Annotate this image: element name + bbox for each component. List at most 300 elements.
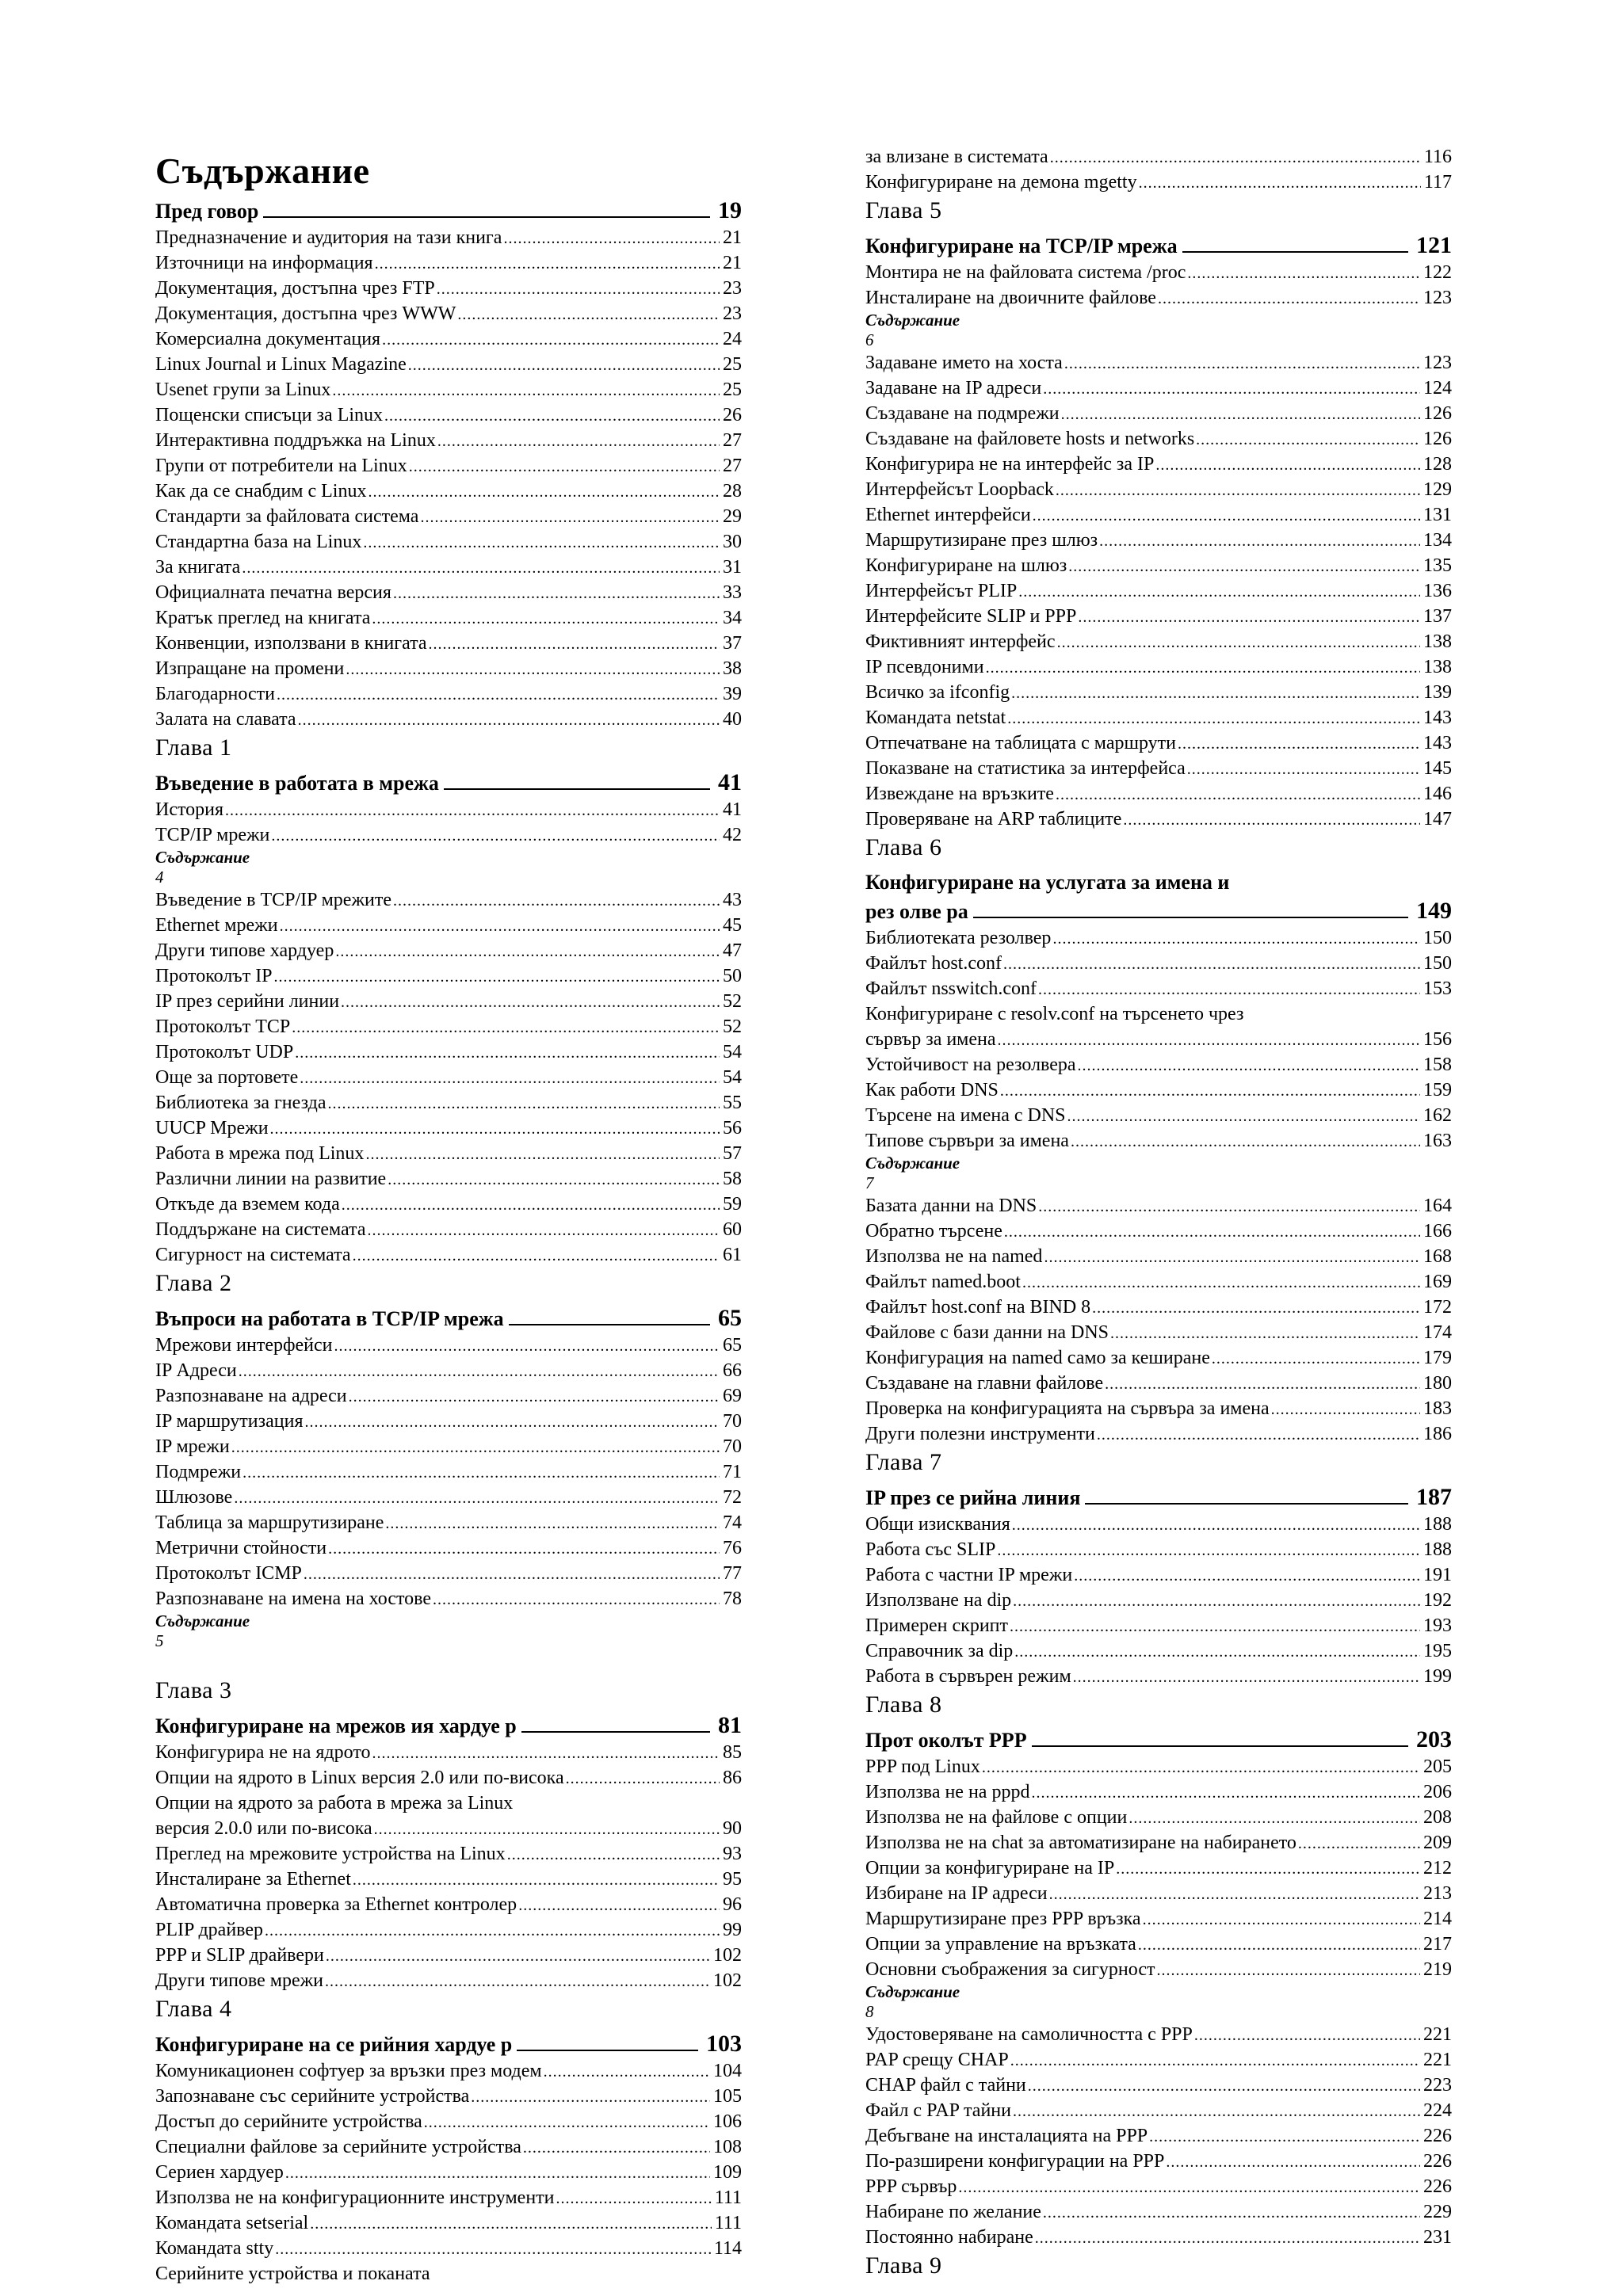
entry-page: 37 xyxy=(723,633,742,654)
dot-leader xyxy=(1007,706,1420,731)
toc-entry[interactable] xyxy=(155,580,742,605)
entry-page: 31 xyxy=(723,557,742,578)
toc-entry[interactable] xyxy=(865,976,1452,1001)
toc-entry[interactable] xyxy=(155,2109,742,2134)
entry-page: 219 xyxy=(1423,1959,1452,1980)
dot-leader xyxy=(429,631,720,657)
toc-entry[interactable] xyxy=(865,654,1452,680)
entry-title: Благодарности xyxy=(155,684,275,704)
section-title: Пред говор xyxy=(155,200,259,223)
entry-page: 55 xyxy=(723,1093,742,1113)
running-header-label: Съдържание xyxy=(155,1611,250,1630)
toc-entry[interactable] xyxy=(155,1841,742,1867)
toc-entry[interactable] xyxy=(155,1014,742,1039)
toc-entry[interactable] xyxy=(155,1485,742,1510)
dot-leader xyxy=(523,2135,710,2161)
toc-section[interactable] xyxy=(155,1711,742,1740)
entry-title: Поддържане на системата xyxy=(155,1219,366,1240)
toc-entry[interactable] xyxy=(155,1409,742,1434)
entry-title: сървър за имена xyxy=(865,1029,996,1050)
toc-entry[interactable] xyxy=(155,1383,742,1409)
dot-leader xyxy=(393,888,720,913)
entry-title: Linux Journal и Linux Magazine xyxy=(155,354,407,375)
dot-leader xyxy=(1097,1422,1420,1447)
entry-page: 136 xyxy=(1423,581,1452,601)
entry-page: 41 xyxy=(723,799,742,820)
entry-page: 169 xyxy=(1423,1272,1452,1292)
toc-section[interactable] xyxy=(155,196,742,225)
entry-title: IP маршрутизация xyxy=(155,1411,304,1432)
entry-page: 150 xyxy=(1423,953,1452,974)
toc-entry-wrapped-line[interactable]: Серийните устройства и поканата xyxy=(155,2264,430,2284)
toc-entry[interactable] xyxy=(155,1039,742,1065)
dot-leader xyxy=(1092,1295,1420,1321)
toc-entry[interactable] xyxy=(865,528,1452,553)
dot-leader xyxy=(507,1842,720,1867)
toc-section[interactable] xyxy=(865,1726,1452,1754)
toc-entry[interactable] xyxy=(155,1358,742,1383)
entry-page: 70 xyxy=(723,1436,742,1457)
entry-page: 45 xyxy=(723,915,742,936)
toc-entry[interactable] xyxy=(865,2149,1452,2174)
toc-entry[interactable] xyxy=(865,578,1452,604)
entry-page: 29 xyxy=(723,506,742,527)
toc-entry[interactable] xyxy=(155,797,742,822)
toc-entry[interactable] xyxy=(865,1396,1452,1421)
toc-entry[interactable] xyxy=(155,1561,742,1586)
dot-leader xyxy=(1271,1397,1420,1422)
toc-entry[interactable] xyxy=(155,428,742,453)
entry-page: 179 xyxy=(1423,1348,1452,1368)
section-rule xyxy=(521,1731,710,1733)
running-page-number: 6 xyxy=(865,330,874,349)
dot-leader xyxy=(300,1066,720,1091)
toc-entry[interactable] xyxy=(155,326,742,352)
entry-title: Всичко за ifconfig xyxy=(865,682,1010,703)
entry-title: Обратно търсене xyxy=(865,1221,1002,1241)
entry-title: Конфигуриране на демона mgetty xyxy=(865,172,1137,193)
toc-entry[interactable] xyxy=(155,887,742,913)
toc-entry[interactable] xyxy=(155,1459,742,1485)
toc-entry[interactable] xyxy=(155,1867,742,1892)
entry-title: Създаване на подмрежи xyxy=(865,403,1060,424)
entry-title: Групи от потребители на Linux xyxy=(155,456,407,476)
toc-entry[interactable] xyxy=(155,377,742,402)
dot-leader xyxy=(234,1486,720,1511)
toc-entry[interactable] xyxy=(865,144,1452,170)
toc-entry[interactable] xyxy=(155,2084,742,2109)
toc-entry[interactable] xyxy=(865,1193,1452,1219)
toc-entry[interactable] xyxy=(865,2225,1452,2250)
toc-entry[interactable] xyxy=(865,1906,1452,1932)
dot-leader xyxy=(409,454,720,479)
toc-entry[interactable] xyxy=(865,1421,1452,1447)
dot-leader xyxy=(982,1755,1420,1780)
toc-entry[interactable] xyxy=(865,1269,1452,1295)
entry-page: 186 xyxy=(1423,1424,1452,1444)
entry-title: Протоколът TCP xyxy=(155,1016,291,1037)
toc-entry[interactable] xyxy=(865,1077,1452,1103)
dot-leader xyxy=(1099,528,1420,554)
entry-title: Разпознаване на адреси xyxy=(155,1386,347,1406)
dot-leader xyxy=(1038,1194,1420,1219)
entry-title: Как работи DNS xyxy=(865,1080,999,1100)
dot-leader xyxy=(1105,1371,1420,1397)
toc-entry[interactable] xyxy=(155,2236,742,2261)
entry-title: Опции за управление на връзката xyxy=(865,1934,1136,1955)
entry-title: Постоянно набиране xyxy=(865,2227,1033,2248)
entry-page: 217 xyxy=(1423,1934,1452,1955)
toc-entry[interactable] xyxy=(155,913,742,938)
toc-entry[interactable] xyxy=(865,401,1452,426)
entry-page: 143 xyxy=(1423,733,1452,753)
toc-entry[interactable] xyxy=(155,2210,742,2236)
dot-leader xyxy=(342,1192,720,1218)
entry-title: Интерфейсът Loopback xyxy=(865,479,1054,500)
toc-entry[interactable] xyxy=(155,1141,742,1166)
toc-entry[interactable] xyxy=(865,705,1452,730)
toc-entry[interactable] xyxy=(865,452,1452,477)
toc-entry[interactable] xyxy=(155,1765,742,1791)
entry-page: 65 xyxy=(723,1335,742,1356)
toc-entry[interactable] xyxy=(155,1242,742,1268)
toc-entry[interactable] xyxy=(155,1740,742,1765)
toc-entry[interactable] xyxy=(155,1090,742,1116)
toc-section[interactable] xyxy=(865,1483,1452,1512)
toc-entry[interactable] xyxy=(155,1166,742,1192)
dot-leader xyxy=(1187,757,1420,782)
toc-entry[interactable] xyxy=(155,631,742,656)
entry-page: 106 xyxy=(713,2111,742,2132)
entry-page: 214 xyxy=(1423,1909,1452,1929)
entry-title: Интерактивна поддръжка на Linux xyxy=(155,430,436,451)
section-rule xyxy=(973,917,1408,918)
toc-entry[interactable] xyxy=(155,2160,742,2185)
toc-entry[interactable] xyxy=(155,1535,742,1561)
dot-leader xyxy=(328,1091,720,1116)
toc-entry[interactable] xyxy=(865,1805,1452,1830)
entry-title: IP псевдоними xyxy=(865,657,984,677)
entry-title: Общи изисквания xyxy=(865,1514,1010,1535)
toc-entry[interactable] xyxy=(865,502,1452,528)
toc-entry[interactable] xyxy=(155,656,742,681)
entry-page: 42 xyxy=(723,825,742,845)
toc-entry[interactable] xyxy=(865,376,1452,401)
entry-page: 126 xyxy=(1423,429,1452,449)
dot-leader xyxy=(239,1359,720,1384)
dot-leader xyxy=(280,913,720,939)
dot-leader xyxy=(1071,1129,1420,1154)
toc-entry[interactable] xyxy=(865,1754,1452,1779)
entry-title: Протоколът ICMP xyxy=(155,1563,302,1584)
dot-leader xyxy=(1056,782,1420,807)
dot-leader xyxy=(349,1384,720,1409)
entry-title: Маршрутизиране през PPP връзка xyxy=(865,1909,1141,1929)
toc-entry[interactable] xyxy=(155,529,742,555)
entry-page: 74 xyxy=(723,1512,742,1533)
entry-title: Други типове хардуер xyxy=(155,940,334,961)
entry-page: 96 xyxy=(723,1894,742,1915)
entry-title: Отпечатване на таблицата с маршрути xyxy=(865,733,1176,753)
entry-title: Проверяване на ARP таблиците xyxy=(865,809,1122,830)
toc-entry[interactable] xyxy=(865,1027,1452,1052)
toc-entry[interactable] xyxy=(865,730,1452,756)
entry-page: 50 xyxy=(723,966,742,986)
toc-entry[interactable] xyxy=(865,951,1452,976)
toc-entry[interactable] xyxy=(865,2047,1452,2073)
entry-page: 153 xyxy=(1423,978,1452,999)
dot-leader xyxy=(1212,1346,1420,1371)
dot-leader xyxy=(346,657,720,682)
toc-entry[interactable] xyxy=(865,1371,1452,1396)
entry-title: Файл с PAP тайни xyxy=(865,2100,1011,2121)
toc-entry[interactable] xyxy=(865,1537,1452,1562)
toc-entry[interactable] xyxy=(155,1510,742,1535)
entry-title: Комерсиална документация xyxy=(155,329,381,349)
dot-leader xyxy=(1156,1958,1420,1983)
entry-page: 143 xyxy=(1423,707,1452,728)
toc-entry[interactable] xyxy=(155,453,742,479)
toc-entry[interactable] xyxy=(865,1052,1452,1077)
entry-title: Конвенции, използвани в книгата xyxy=(155,633,427,654)
toc-entry[interactable] xyxy=(155,989,742,1014)
entry-title: Командата netstat xyxy=(865,707,1006,728)
toc-entry[interactable] xyxy=(865,1103,1452,1128)
toc-entry[interactable] xyxy=(865,1779,1452,1805)
toc-entry[interactable] xyxy=(155,225,742,250)
entry-title: Таблица за маршрутизиране xyxy=(155,1512,384,1533)
toc-entry[interactable] xyxy=(865,1957,1452,1982)
entry-page: 102 xyxy=(713,1945,742,1966)
toc-entry[interactable] xyxy=(155,605,742,631)
toc-entry[interactable] xyxy=(865,1881,1452,1906)
toc-entry[interactable] xyxy=(155,1434,742,1459)
toc-entry[interactable] xyxy=(865,629,1452,654)
entry-title: Задаване името на хоста xyxy=(865,353,1063,373)
dot-leader xyxy=(1067,1104,1420,1129)
entry-title: IP мрежи xyxy=(155,1436,230,1457)
toc-entry[interactable] xyxy=(865,170,1452,195)
entry-page: 192 xyxy=(1423,1590,1452,1611)
entry-page: 137 xyxy=(1423,606,1452,627)
toc-entry[interactable] xyxy=(865,350,1452,376)
toc-entry[interactable] xyxy=(155,1816,742,1841)
dot-leader xyxy=(556,2186,712,2211)
toc-entry[interactable] xyxy=(155,2185,742,2210)
toc-entry[interactable] xyxy=(155,402,742,428)
entry-title: Сериен хардуер xyxy=(155,2162,284,2183)
toc-entry[interactable] xyxy=(865,2098,1452,2123)
entry-title: Файлът host.conf xyxy=(865,953,1002,974)
toc-entry[interactable] xyxy=(865,756,1452,781)
toc-entry-wrapped-line[interactable]: Конфигуриране с resolv.conf на търсенето чрез xyxy=(865,1004,1244,1024)
toc-entry[interactable] xyxy=(155,479,742,504)
toc-entry[interactable] xyxy=(865,2123,1452,2149)
toc-entry[interactable] xyxy=(865,1855,1452,1881)
section-rule xyxy=(444,788,710,790)
toc-entry[interactable] xyxy=(155,504,742,529)
entry-title: TCP/IP мрежи xyxy=(155,825,270,845)
toc-entry[interactable] xyxy=(865,781,1452,807)
entry-title: Показване на статистика за интерфейса xyxy=(865,758,1186,779)
toc-entry[interactable] xyxy=(865,1613,1452,1638)
dot-leader xyxy=(353,1243,720,1268)
dot-leader xyxy=(1057,630,1420,655)
section-page: 149 xyxy=(1416,898,1452,924)
toc-entry[interactable] xyxy=(155,938,742,963)
running-page-number: 4 xyxy=(155,868,164,887)
toc-entry[interactable] xyxy=(865,1932,1452,1957)
entry-title: За книгата xyxy=(155,557,241,578)
toc-entry[interactable] xyxy=(865,2199,1452,2225)
toc-entry[interactable] xyxy=(155,1892,742,1917)
toc-entry[interactable] xyxy=(155,1968,742,1993)
dot-leader xyxy=(382,327,720,353)
dot-leader xyxy=(388,1167,720,1192)
entry-title: Конфигурира не на интерфейс за IP xyxy=(865,454,1155,475)
toc-entry[interactable] xyxy=(865,1512,1452,1537)
entry-page: 134 xyxy=(1423,530,1452,551)
entry-title: Командата stty xyxy=(155,2238,274,2259)
toc-entry[interactable] xyxy=(865,1562,1452,1588)
entry-title: Справочник за dip xyxy=(865,1641,1014,1661)
entry-page: 105 xyxy=(713,2086,742,2107)
entry-title: Въведение в TCP/IP мрежите xyxy=(155,890,392,910)
entry-page: 21 xyxy=(723,253,742,273)
entry-title: Използва не на chat за автоматизиране на набирането xyxy=(865,1833,1296,1853)
toc-entry[interactable] xyxy=(865,477,1452,502)
dot-leader xyxy=(1013,1589,1420,1614)
toc-entry[interactable] xyxy=(155,1917,742,1943)
toc-entry[interactable] xyxy=(865,1588,1452,1613)
toc-entry[interactable] xyxy=(865,260,1452,285)
toc-entry[interactable] xyxy=(865,2073,1452,2098)
entry-title: Устойчивост на резолвера xyxy=(865,1055,1076,1075)
dot-leader xyxy=(1003,952,1420,977)
entry-page: 172 xyxy=(1423,1297,1452,1318)
toc-entry[interactable] xyxy=(155,555,742,580)
toc-entry[interactable] xyxy=(155,1192,742,1217)
section-page: 121 xyxy=(1416,232,1452,258)
entry-page: 56 xyxy=(723,1118,742,1138)
section-rule xyxy=(517,2050,698,2051)
toc-entry[interactable] xyxy=(865,553,1452,578)
dot-leader xyxy=(1014,1639,1420,1665)
toc-entry[interactable] xyxy=(155,2134,742,2160)
toc-entry[interactable] xyxy=(155,2058,742,2084)
section-title-line2-row xyxy=(865,897,1452,925)
toc-entry[interactable] xyxy=(155,250,742,276)
entry-page: 139 xyxy=(1423,682,1452,703)
dot-leader xyxy=(326,1943,710,1969)
dot-leader xyxy=(958,2175,1420,2200)
toc-entry[interactable] xyxy=(865,1128,1452,1154)
toc-entry[interactable] xyxy=(865,1664,1452,1689)
entry-title: версия 2.0.0 или по-висока xyxy=(155,1818,372,1839)
toc-right-column xyxy=(865,0,1452,2282)
toc-entry[interactable] xyxy=(155,963,742,989)
entry-title: Основни съображения за сигурност xyxy=(865,1959,1155,1980)
entry-title: Официалната печатна версия xyxy=(155,582,391,603)
toc-entry[interactable] xyxy=(155,352,742,377)
dot-leader xyxy=(1028,2073,1420,2099)
toc-entry[interactable] xyxy=(865,2022,1452,2047)
entry-page: 39 xyxy=(723,684,742,704)
toc-section[interactable] xyxy=(865,231,1452,260)
toc-section[interactable] xyxy=(155,769,742,797)
entry-page: 109 xyxy=(713,2162,742,2183)
toc-entry[interactable] xyxy=(155,1943,742,1968)
toc-entry[interactable] xyxy=(865,1320,1452,1345)
entry-page: 114 xyxy=(713,2238,742,2259)
dot-leader xyxy=(334,1333,720,1359)
toc-entry[interactable] xyxy=(155,301,742,326)
toc-entry[interactable] xyxy=(865,1219,1452,1244)
toc-entry[interactable] xyxy=(865,680,1452,705)
entry-page: 164 xyxy=(1423,1196,1452,1216)
dot-leader xyxy=(1033,503,1420,528)
toc-entry[interactable] xyxy=(155,1217,742,1242)
toc-section[interactable] xyxy=(155,2030,742,2058)
dot-leader xyxy=(408,353,720,378)
entry-title: Още за портовете xyxy=(155,1067,299,1088)
toc-entry[interactable] xyxy=(155,681,742,707)
toc-section[interactable] xyxy=(155,1304,742,1333)
toc-entry[interactable] xyxy=(865,1244,1452,1269)
dot-leader xyxy=(1138,1932,1420,1958)
toc-entry[interactable] xyxy=(155,822,742,848)
entry-page: 123 xyxy=(1423,353,1452,373)
entry-page: 126 xyxy=(1423,403,1452,424)
toc-section[interactable] xyxy=(865,868,1452,925)
entry-page: 85 xyxy=(723,1742,742,1763)
dot-leader xyxy=(372,606,720,631)
toc-entry[interactable] xyxy=(155,1116,742,1141)
entry-title: Протоколът IP xyxy=(155,966,273,986)
toc-entry[interactable] xyxy=(155,276,742,301)
dot-leader xyxy=(363,530,720,555)
dot-leader xyxy=(1010,1614,1420,1639)
entry-page: 52 xyxy=(723,1016,742,1037)
blank-gap xyxy=(155,1651,742,1675)
toc-entry[interactable] xyxy=(865,925,1452,951)
toc-entry[interactable] xyxy=(865,2174,1452,2199)
entry-page: 209 xyxy=(1423,1833,1452,1853)
entry-title: CHAP файл с тайни xyxy=(865,2075,1026,2096)
toc-entry[interactable] xyxy=(865,604,1452,629)
chapter-heading: Глава 4 xyxy=(155,1996,232,2022)
toc-left-column xyxy=(155,0,742,2286)
toc-entry[interactable] xyxy=(865,807,1452,832)
toc-entry-wrapped-line[interactable]: Опции на ядрото за работа в мрежа за Linux xyxy=(155,1793,514,1814)
toc-entry[interactable] xyxy=(865,1295,1452,1320)
toc-entry[interactable] xyxy=(865,426,1452,452)
entry-page: 54 xyxy=(723,1042,742,1062)
entry-page: 221 xyxy=(1423,2050,1452,2070)
toc-entry[interactable] xyxy=(865,1345,1452,1371)
toc-entry[interactable] xyxy=(155,1333,742,1358)
toc-entry[interactable] xyxy=(865,1830,1452,1855)
entry-title: Пощенски списъци за Linux xyxy=(155,405,384,425)
toc-entry[interactable] xyxy=(865,1638,1452,1664)
entry-title: Създаване на файловете hosts и networks xyxy=(865,429,1195,449)
entry-page: 23 xyxy=(723,278,742,299)
toc-entry[interactable] xyxy=(155,707,742,732)
toc-entry[interactable] xyxy=(155,1065,742,1090)
toc-entry[interactable] xyxy=(155,1586,742,1611)
entry-title: Удостоверяване на самоличността с PPP xyxy=(865,2024,1193,2045)
toc-entry[interactable] xyxy=(865,285,1452,311)
